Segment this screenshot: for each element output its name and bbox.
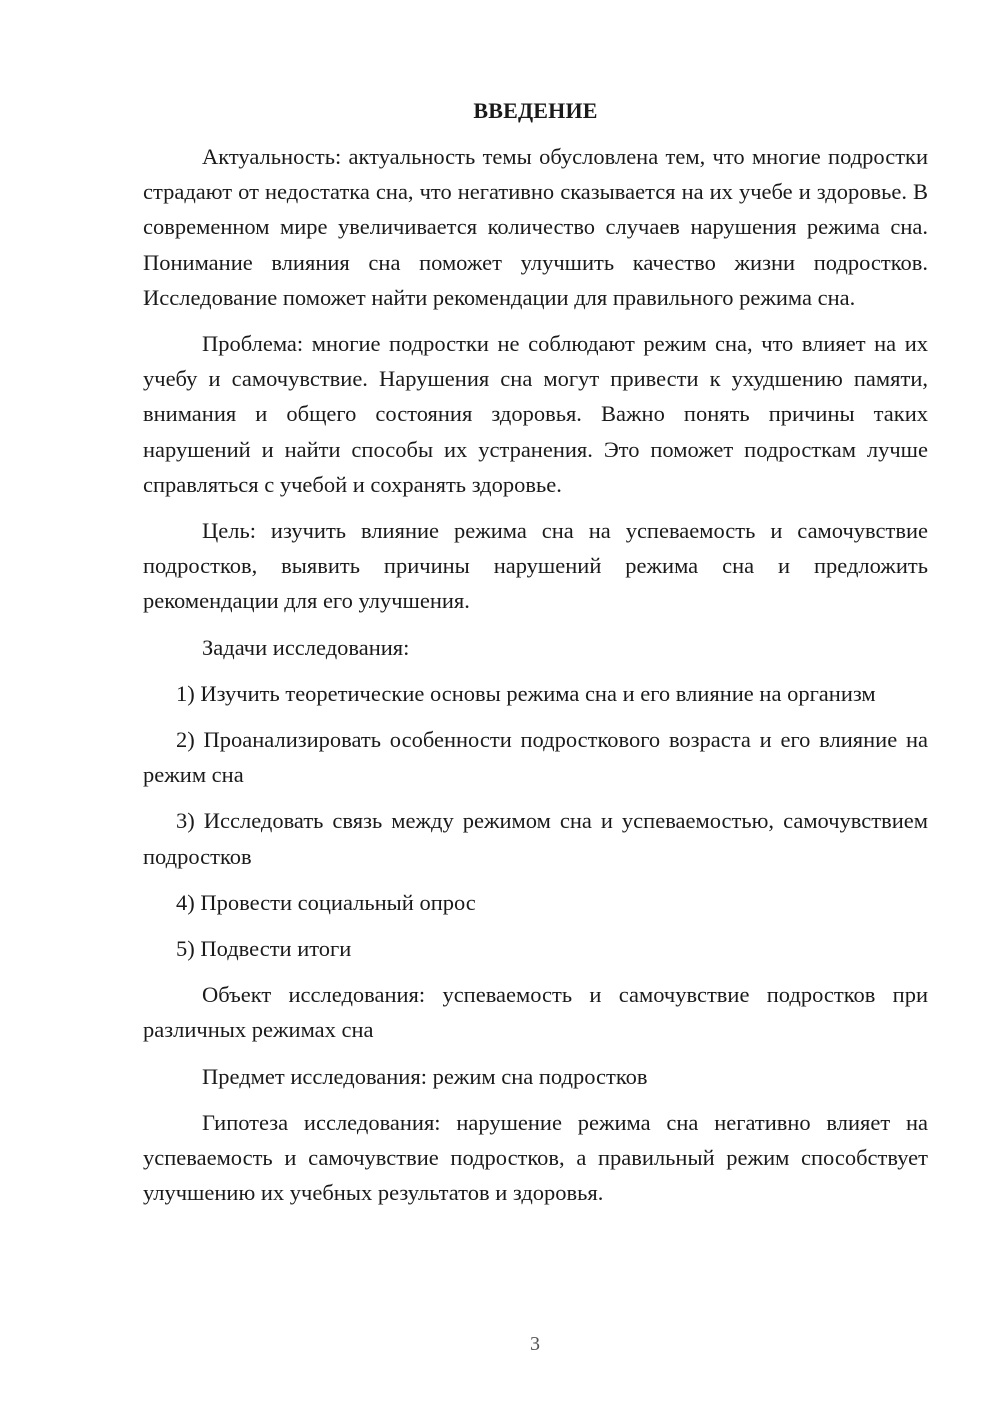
page-content — [143, 93, 928, 1221]
paragraph-problem: Проблема: многие подростки не соблюдают режим сна, что влияет на их учебу и самочувствие. Нарушения сна могут привести к ухудшению памяти, внимания и общего состояния здоровья. Важно понять причины таких нарушений и найти способы их устранения. Это поможет подросткам лучше справляться с учебой и сохранять здоровье. — [143, 331, 928, 497]
page-number: 3 — [530, 1333, 540, 1355]
task-item: 2) Проанализировать особенности подросткового возраста и его влияние на режим сна — [143, 727, 928, 788]
paragraph-object: Объект исследования: успеваемость и самочувствие подростков при различных режимах сна — [143, 982, 928, 1043]
task-item: 3) Исследовать связь между режимом сна и успеваемостью, самочувствием подростков — [143, 808, 928, 869]
task-item: 4) Провести социальный опрос — [176, 889, 476, 915]
paragraph-hypothesis: Гипотеза исследования: нарушение режима сна негативно влияет на успеваемость и самочувствие подростков, а правильный режим способствует улучшению их учебных результатов и здоровья. — [143, 1109, 928, 1206]
paragraph-goal: Цель: изучить влияние режима сна на успеваемость и самочувствие подростков, выявить причины нарушений режима сна и предложить рекомендации для его улучшения. — [143, 518, 928, 614]
paragraph-subject: Предмет исследования: режим сна подростков — [202, 1063, 648, 1089]
section-title: ВВЕДЕНИЕ — [473, 98, 598, 123]
task-item: 5) Подвести итоги — [176, 936, 352, 962]
task-item: 1) Изучить теоретические основы режима сна и его влияние на организм — [176, 680, 876, 706]
paragraph-tasks-heading: Задачи исследования: — [202, 634, 410, 660]
paragraph-relevance: Актуальность: актуальность темы обусловлена тем, что многие подростки страдают от недостатка сна, что негативно сказывается на их учебе и здоровье. В современном мире увеличивается количество случаев нарушения режима сна. Понимание влияния сна поможет улучшить качество жизни подростков. Исследование поможет найти рекомендации для правильного режима сна. — [143, 144, 928, 310]
